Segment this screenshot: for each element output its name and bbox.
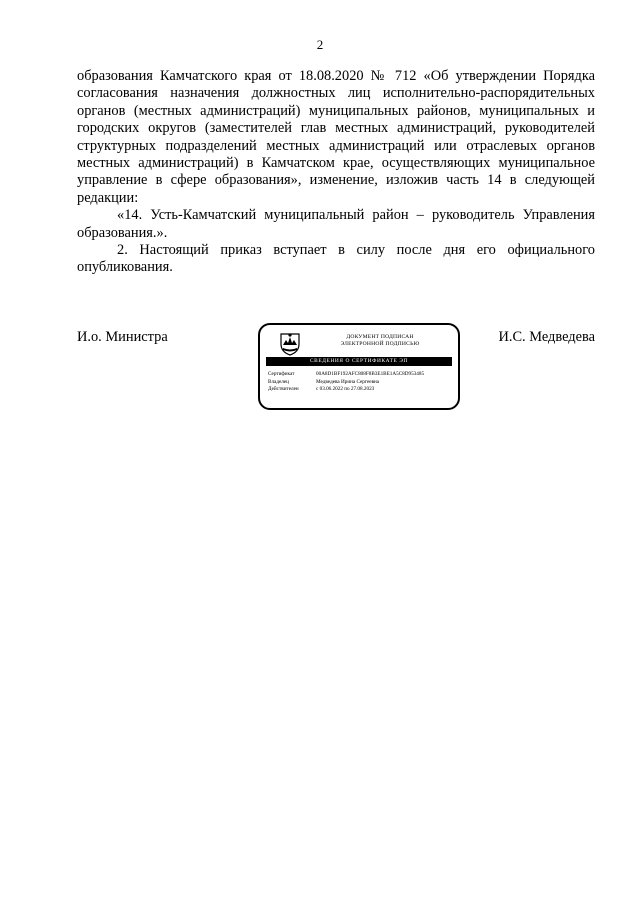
signer-name: И.С. Медведева [498,329,595,345]
stamp-row-validity [268,386,454,394]
signer-title: И.о. Министра [77,329,168,345]
stamp-row-certificate [268,371,454,379]
stamp-row-value: с 03.06.2022 по 27.08.2023 [316,386,375,393]
stamp-row-key: Действителен [268,386,299,393]
page-number: 2 [316,37,324,52]
stamp-certificate-bar: СВЕДЕНИЯ О СЕРТИФИКАТЕ ЭП [266,357,452,366]
stamp-details [268,371,454,394]
paragraph-amendment-intro: образования Камчатского края от 18.08.2020 № 712 «Об утверждении Порядка согласования назначения должностных лиц исполнительно-распорядительных органов (местных администраций) муниципальных районов, муниципальных и городских округов (заместителей глав местных администраций, руководителей структурных подразделений местных администраций или отраслевых органов местных администраций) в Камчатском крае, осуществляющих муниципальное управление в сфере образования», изменение, изложив часть 14 в следующей редакции: [77,68,595,206]
paragraph-amendment-text: «14. Усть-Камчатский муниципальный район – руководитель Управления образования.». [77,207,595,241]
stamp-header [310,334,450,348]
stamp-row-key: Владелец [268,378,289,385]
coat-of-arms-icon [279,331,301,356]
electronic-signature-stamp [258,323,460,410]
paragraph-effective-date: 2. Настоящий приказ вступает в силу после дня его официального опубликования. [77,242,595,276]
stamp-header-line1: ДОКУМЕНТ ПОДПИСАН [346,334,414,340]
stamp-row-value: Медведева Ирина Сергеевна [316,378,380,385]
stamp-header-line2: ЭЛЕКТРОННОЙ ПОДПИСЬЮ [340,341,420,347]
stamp-row-value: 00A8D1BF192AFC808F8B3E1BE1A5C8D953485 [316,371,425,377]
document-body [77,68,595,277]
stamp-row-key: Сертификат [268,371,295,377]
